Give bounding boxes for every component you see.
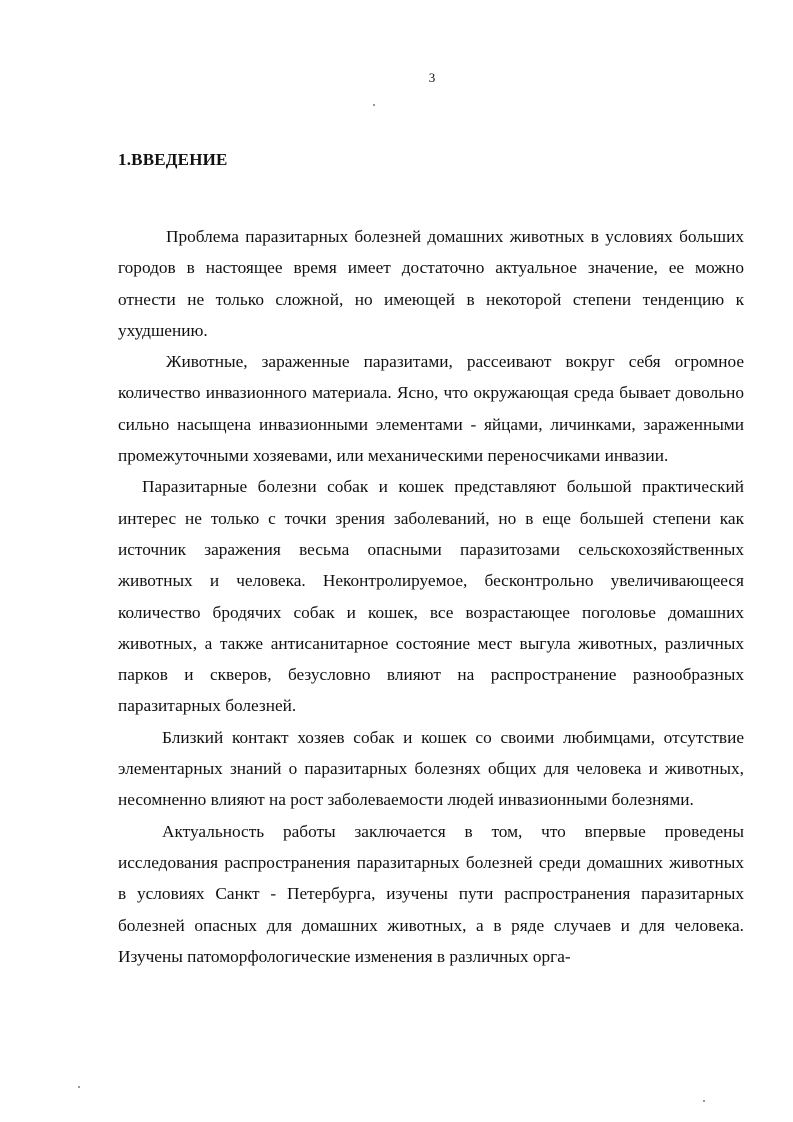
paragraph-2: Животные, зараженные паразитами, рассеивают вокруг себя огромное количество инвазионного материала. Ясно, что окружающая среда бывает довольно сильно насыщена инвазионными элементами - яйцами, личинками, зараженными промежуточными хозяевами, или механическими переносчиками инвазии. [118,352,744,466]
paragraph-5: Актуальность работы заключается в том, что впервые проведены исследования распространения паразитарных болезней среди домашних животных в условиях Санкт - Петербурга, изучены пути распространения паразитарных болезней опасных для домашних животных, а в ряде случаев и для человека. Изучены патоморфологические изменения в различных орга- [118,821,744,966]
paragraph-3: Паразитарные болезни собак и кошек представляют большой практический интерес не только с точки зрения заболеваний, но в еще большей степени как источник заражения весьма опасными паразитозами сельскохозяйственных животных и человека. Неконтролируемое, бесконтрольно увеличивающееся количество бродячих собак и кошек, все возрастающее поголовье домашних животных, а также антисанитарное состояние мест выгула животных, различных парков и скверов, безусловно влияют на распространение разнообразных паразитарных болезней. [118,477,744,716]
paragraph-1: Проблема паразитарных болезней домашних животных в условиях больших городов в настоящее время имеет достаточно актуальное значение, ее можно отнести не только сложной, но имеющей в некоторой степени тенденцию к ухудшению. [118,227,744,340]
scan-speck [78,1086,80,1088]
section-heading: 1.ВВЕДЕНИЕ [118,150,228,169]
body-text [118,221,744,972]
page-number: 3 [428,70,436,85]
scan-speck [703,1100,705,1102]
paragraph-4: Близкий контакт хозяев собак и кошек со своими любимцами, отсутствие элементарных знаний о паразитарных болезнях общих для человека и животных, несомненно влияют на рост заболеваемости людей инвазионными болезнями. [118,727,744,810]
scan-speck [373,104,375,106]
